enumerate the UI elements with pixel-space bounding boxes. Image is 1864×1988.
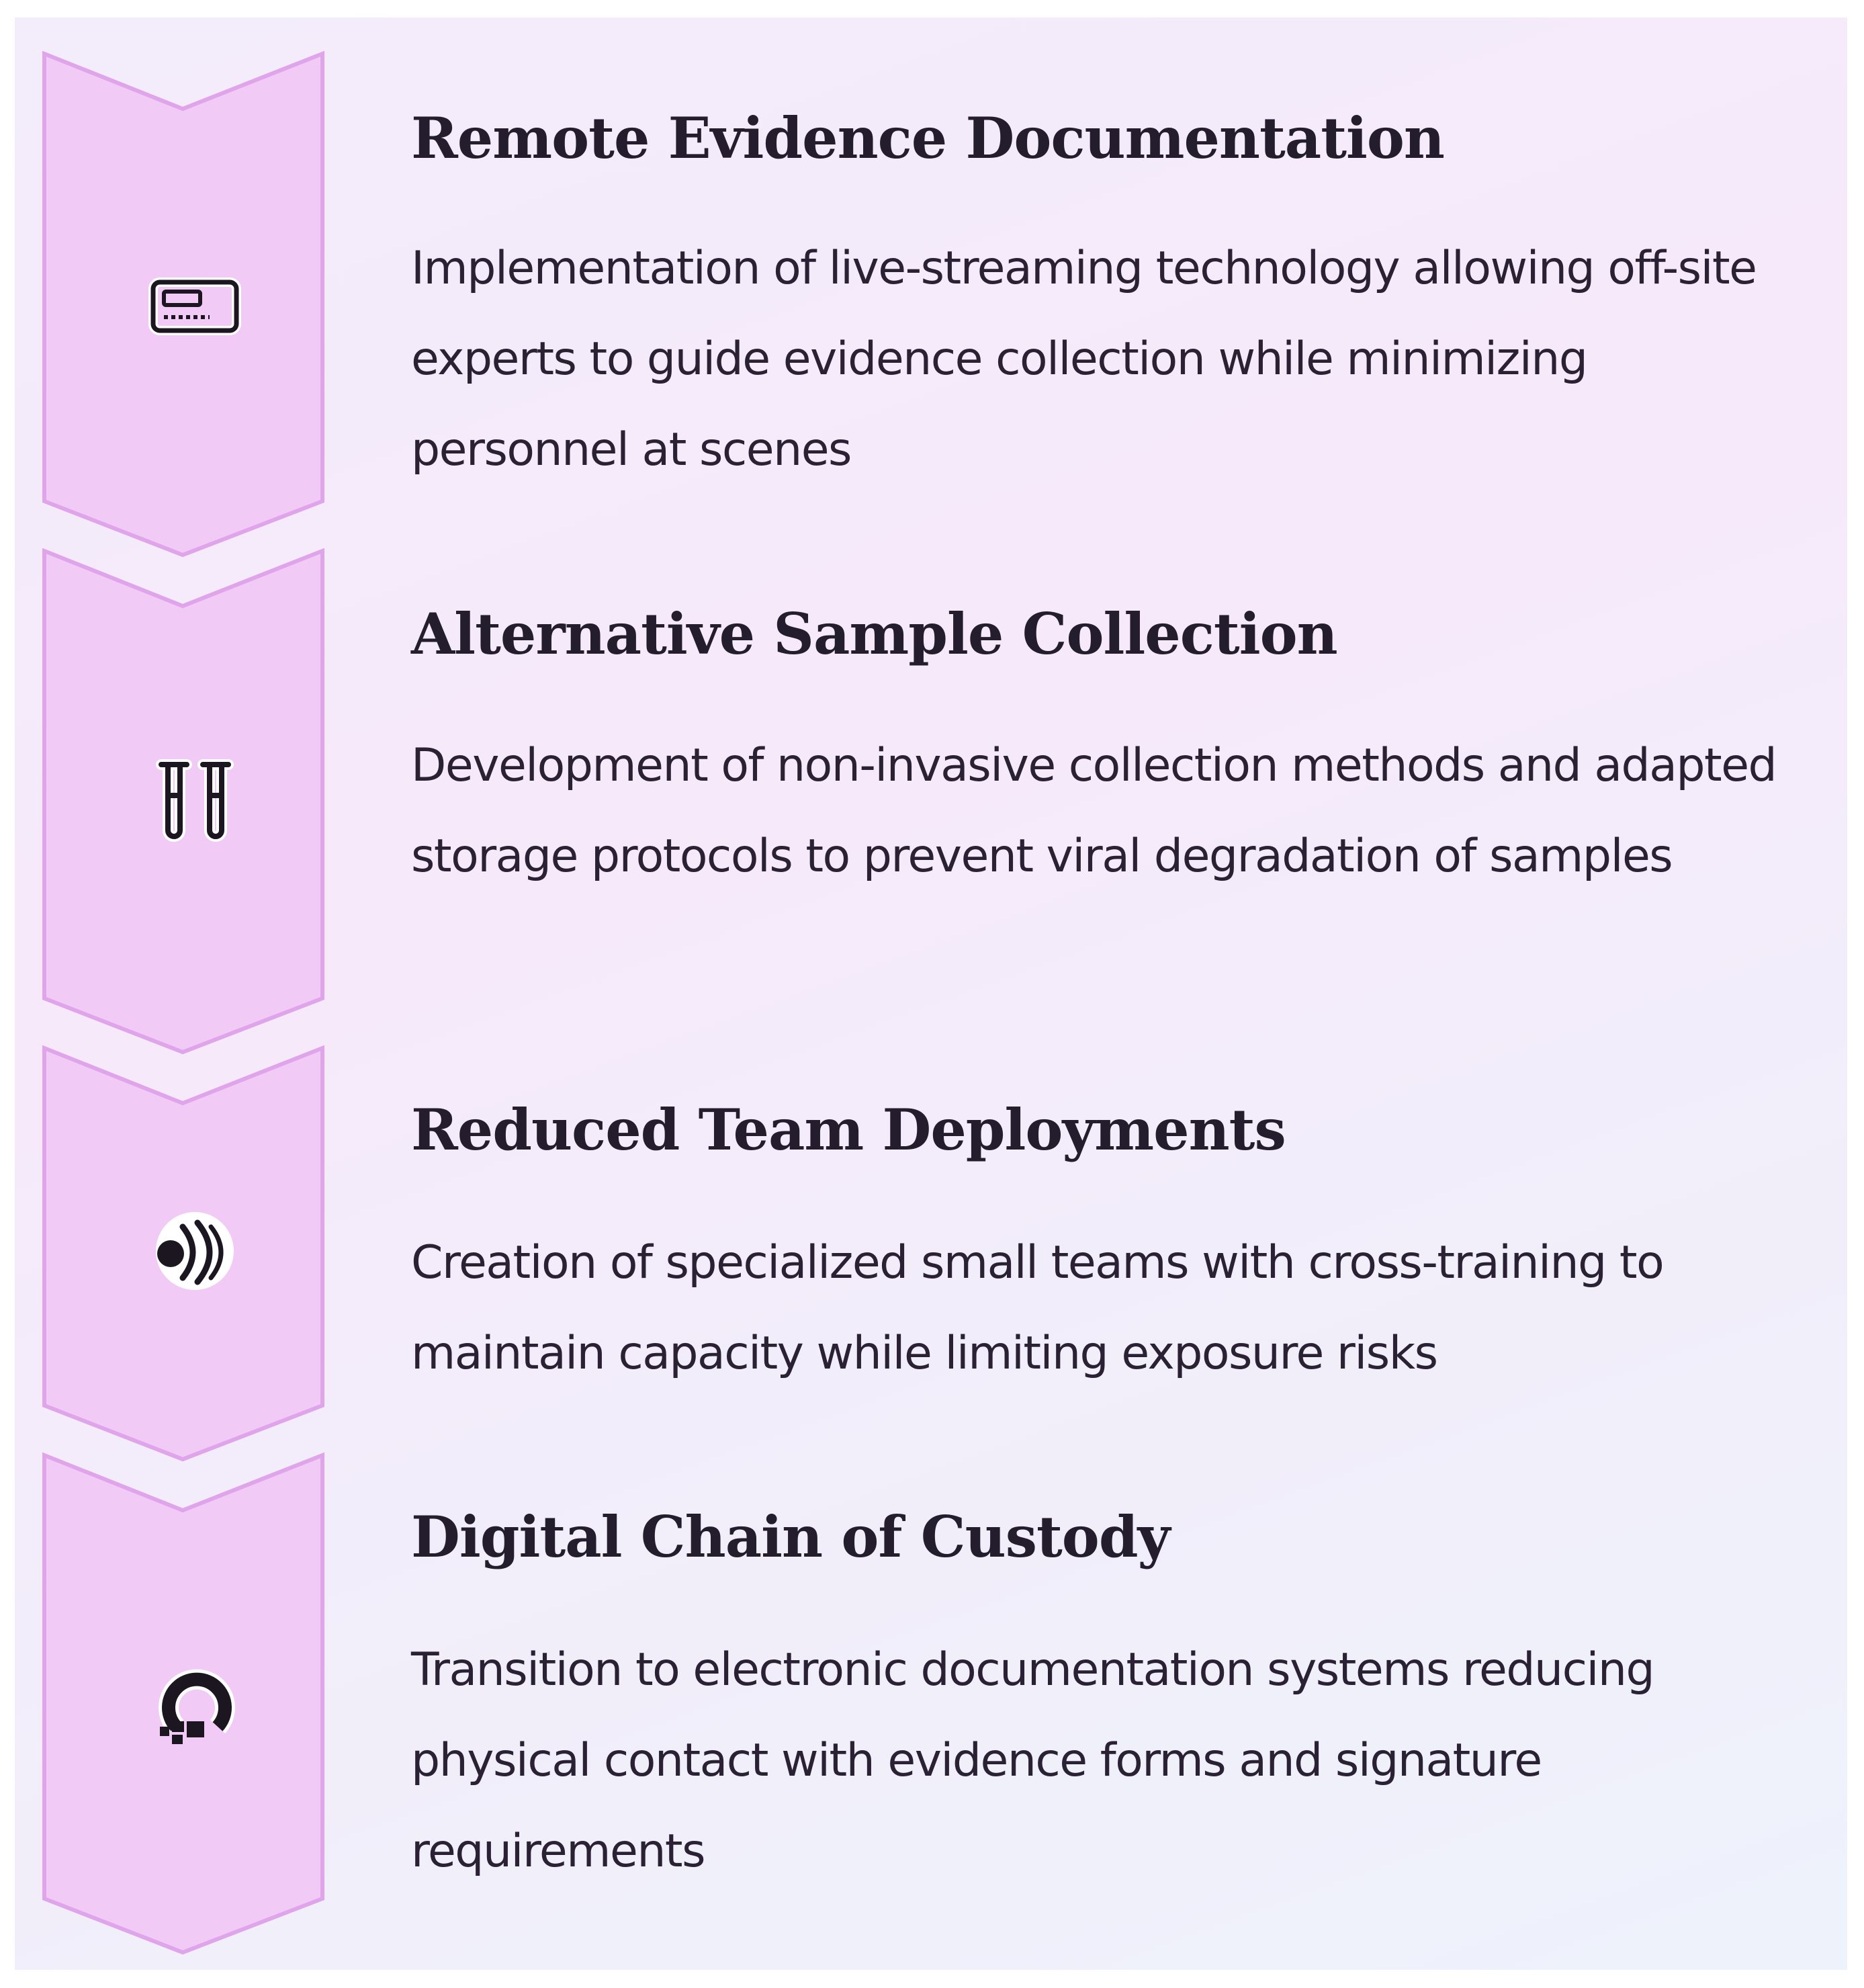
pixel-ring-icon (148, 1657, 242, 1751)
step-2-description: Development of non-invasive collection methods and adapted storage protocols to prevent viral degradation of samples (411, 739, 1777, 883)
card-reader-icon (148, 259, 242, 353)
step-1-title: Remote Evidence Documentation (411, 105, 1445, 171)
step-1-description: Implementation of live-streaming technology allowing off-site experts to guide evidence collection while minimizing personnel at scenes (411, 242, 1757, 476)
broadcast-waves-icon (148, 1204, 242, 1298)
step-2-title: Alternative Sample Collection (411, 601, 1337, 667)
step-3-title: Reduced Team Deployments (411, 1096, 1286, 1163)
step-3-description: Creation of specialized small teams with cross-training to maintain capacity while limiting exposure risks (411, 1236, 1664, 1380)
step-4-title: Digital Chain of Custody (411, 1504, 1170, 1570)
test-tubes-icon (148, 757, 242, 851)
process-panel (15, 17, 1847, 1970)
step-4-description: Transition to electronic documentation systems reducing physical contact with evidence forms and signature requirements (411, 1643, 1654, 1878)
